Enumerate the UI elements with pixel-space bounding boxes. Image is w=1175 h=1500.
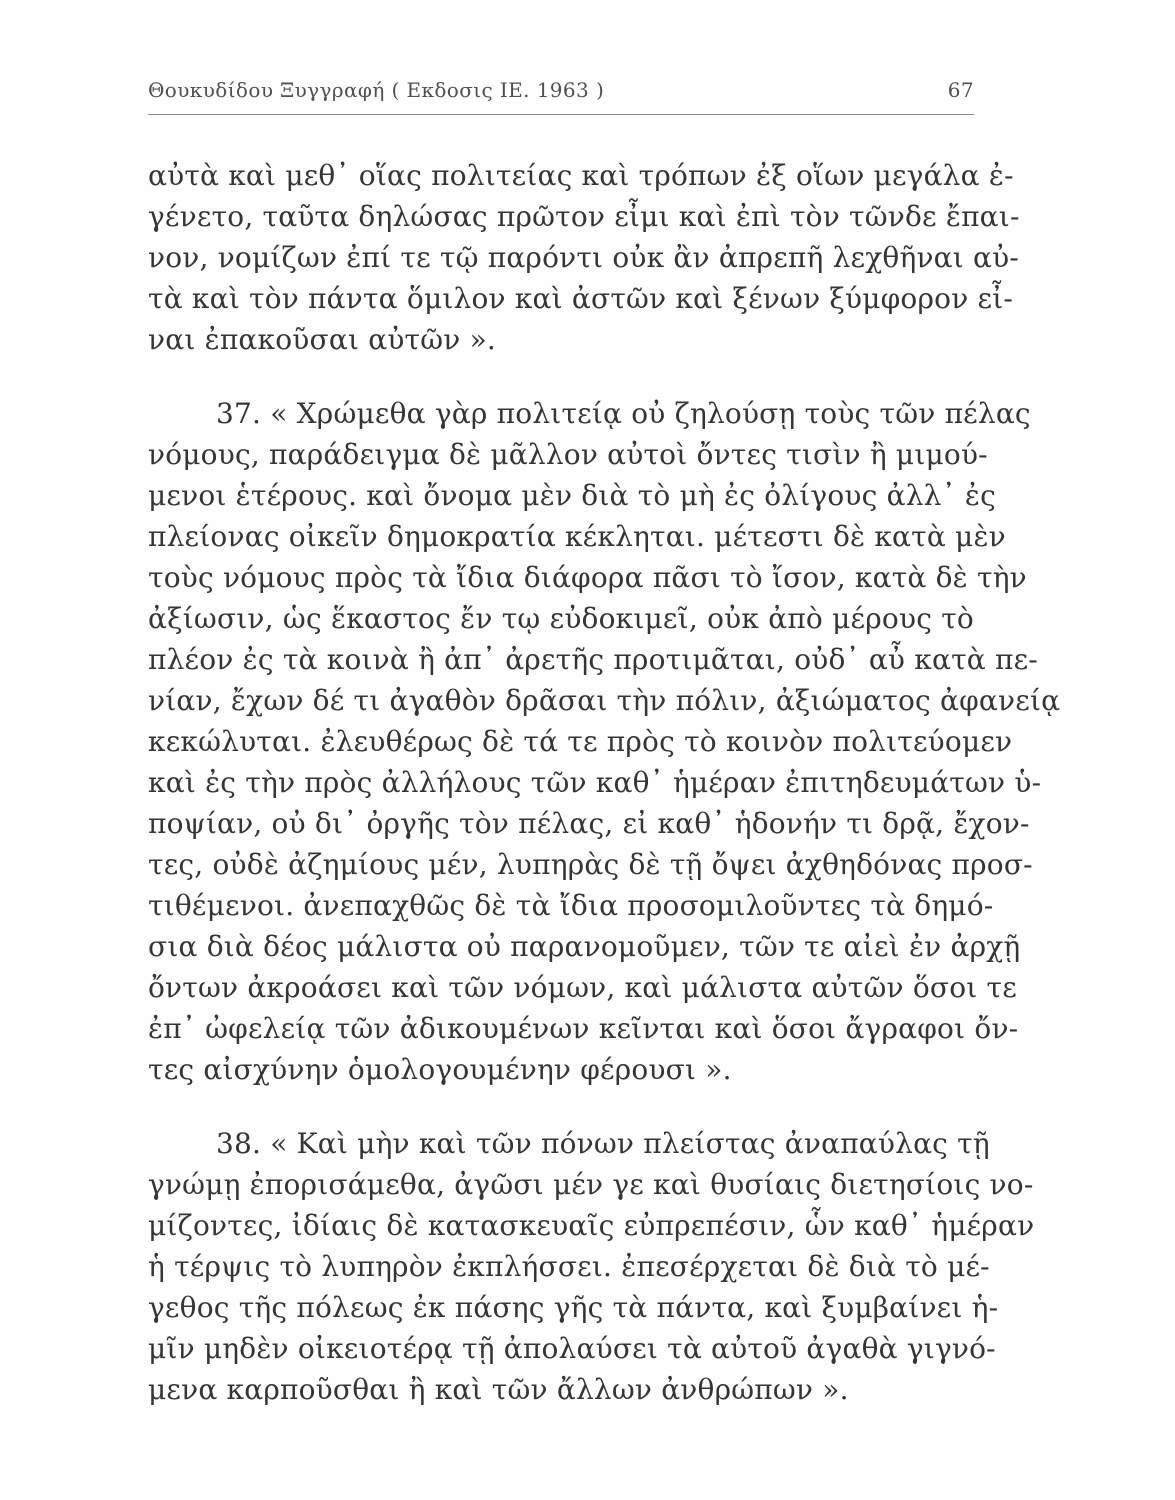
text-line: γένετο, ταῦτα δηλώσας πρῶτον εἶμι καὶ ἐπὶ τὸν τῶνδε ἔπαι- [148,200,1020,233]
running-header [148,74,974,110]
text-line: ἐπ᾽ ὠφελείᾳ τῶν ἀδικουμένων κεῖνται καὶ ὅσοι ἄγραφοι ὄν- [148,1012,1019,1045]
text-line: τες, οὐδὲ ἀζημίους μέν, λυπηρὰς δὲ τῇ ὄψει ἀχθηδόνας προσ- [148,848,1033,881]
text-line: ποψίαν, οὐ δι᾽ ὀργῆς τὸν πέλας, εἰ καθ᾽ ἡδονήν τι δρᾷ, ἔχον- [148,807,1030,840]
text-line: μενα καρποῦσθαι ἢ καὶ τῶν ἄλλων ἀνθρώπων ». [148,1373,849,1406]
text-line: ὄντων ἀκροάσει καὶ τῶν νόμων, καὶ μάλιστα αὐτῶν ὅσοι τε [148,971,1017,1004]
text-line: τὰ καὶ τὸν πάντα ὅμιλον καὶ ἀστῶν καὶ ξένων ξύμφορον εἶ- [148,282,1014,315]
header-rule [148,114,974,115]
text-line: ἀξίωσιν, ὡς ἕκαστος ἔν τῳ εὐδοκιμεῖ, οὐκ ἀπὸ μέρους τὸ [148,602,974,635]
text-line: κεκώλυται. ἐλευθέρως δὲ τά τε πρὸς τὸ κοινὸν πολιτεύομεν [148,725,1013,758]
text-line: τιθέμενοι. ἀνεπαχθῶς δὲ τὰ ἴδια προσομιλοῦντες τὰ δημό- [148,889,994,922]
text-line: μῖν μηδὲν οἰκειοτέρᾳ τῇ ἀπολαύσει τὰ αὐτοῦ ἀγαθὰ γιγνό- [148,1332,996,1365]
text-line: νόμους, παράδειγμα δὲ μᾶλλον αὐτοὶ ὄντες τισὶν ἢ μιμού- [148,438,988,471]
text-line: μενοι ἑτέρους. καὶ ὄνομα μὲν διὰ τὸ μὴ ἐς ὀλίγους ἀλλ᾽ ἐς [148,479,997,512]
text-line: πλέον ἐς τὰ κοινὰ ἢ ἀπ᾽ ἀρετῆς προτιμᾶται, οὐδ᾽ αὖ κατὰ πε- [148,643,1038,676]
text-line: ἡ τέρψις τὸ λυπηρὸν ἐκπλήσσει. ἐπεσέρχεται δὲ διὰ τὸ μέ- [148,1250,990,1283]
text-line: νον, νομίζων ἐπί τε τῷ παρόντι οὐκ ἂν ἀπρεπῆ λεχθῆναι αὐ- [148,241,1020,274]
section-38-first-line: 38. « Καὶ μὴν καὶ τῶν πόνων πλείστας ἀναπαύλας τῇ [216,1127,990,1160]
text-line: ναι ἐπακοῦσαι αὐτῶν ». [148,323,497,356]
text-line: τοὺς νόμους πρὸς τὰ ἴδια διάφορα πᾶσι τὸ ἴσον, κατὰ δὲ τὴν [148,561,1027,594]
running-title: Θουκυδίδου Ξυγγραφή ( Εκδοσις ΙΕ. 1963 ) [148,78,605,102]
text-line: σια διὰ δέος μάλιστα οὐ παρανομοῦμεν, τῶν τε αἰεὶ ἐν ἀρχῇ [148,930,1021,963]
text-line: καὶ ἐς τὴν πρὸς ἀλλήλους τῶν καθ᾽ ἡμέραν ἐπιτηδευμάτων ὑ- [148,766,1042,799]
section-37-first-line: 37. « Χρώμεθα γὰρ πολιτείᾳ οὐ ζηλούσῃ τοὺς τῶν πέλας [216,397,1031,430]
text-line: νίαν, ἔχων δέ τι ἀγαθὸν δρᾶσαι τὴν πόλιν, ἀξιώματος ἀφανείᾳ [148,684,1061,717]
text-line: γεθος τῆς πόλεως ἐκ πάσης γῆς τὰ πάντα, καὶ ξυμβαίνει ἡ- [148,1291,999,1324]
text-line: γνώμῃ ἐπορισάμεθα, ἀγῶσι μέν γε καὶ θυσίαις διετησίοις νο- [148,1168,1034,1201]
text-line: μίζοντες, ἰδίαις δὲ κατασκευαῖς εὐπρεπέσιν, ὧν καθ᾽ ἡμέραν [148,1209,1035,1242]
page-number: 67 [947,78,974,102]
text-line: τες αἰσχύνην ὁμολογουμένην φέρουσι ». [148,1053,732,1086]
text-line: αὐτὰ καὶ μεθ᾽ οἵας πολιτείας καὶ τρόπων ἐξ οἵων μεγάλα ἐ- [148,159,1014,192]
text-line: πλείονας οἰκεῖν δημοκρατία κέκληται. μέτεστι δὲ κατὰ μὲν [148,520,1006,553]
